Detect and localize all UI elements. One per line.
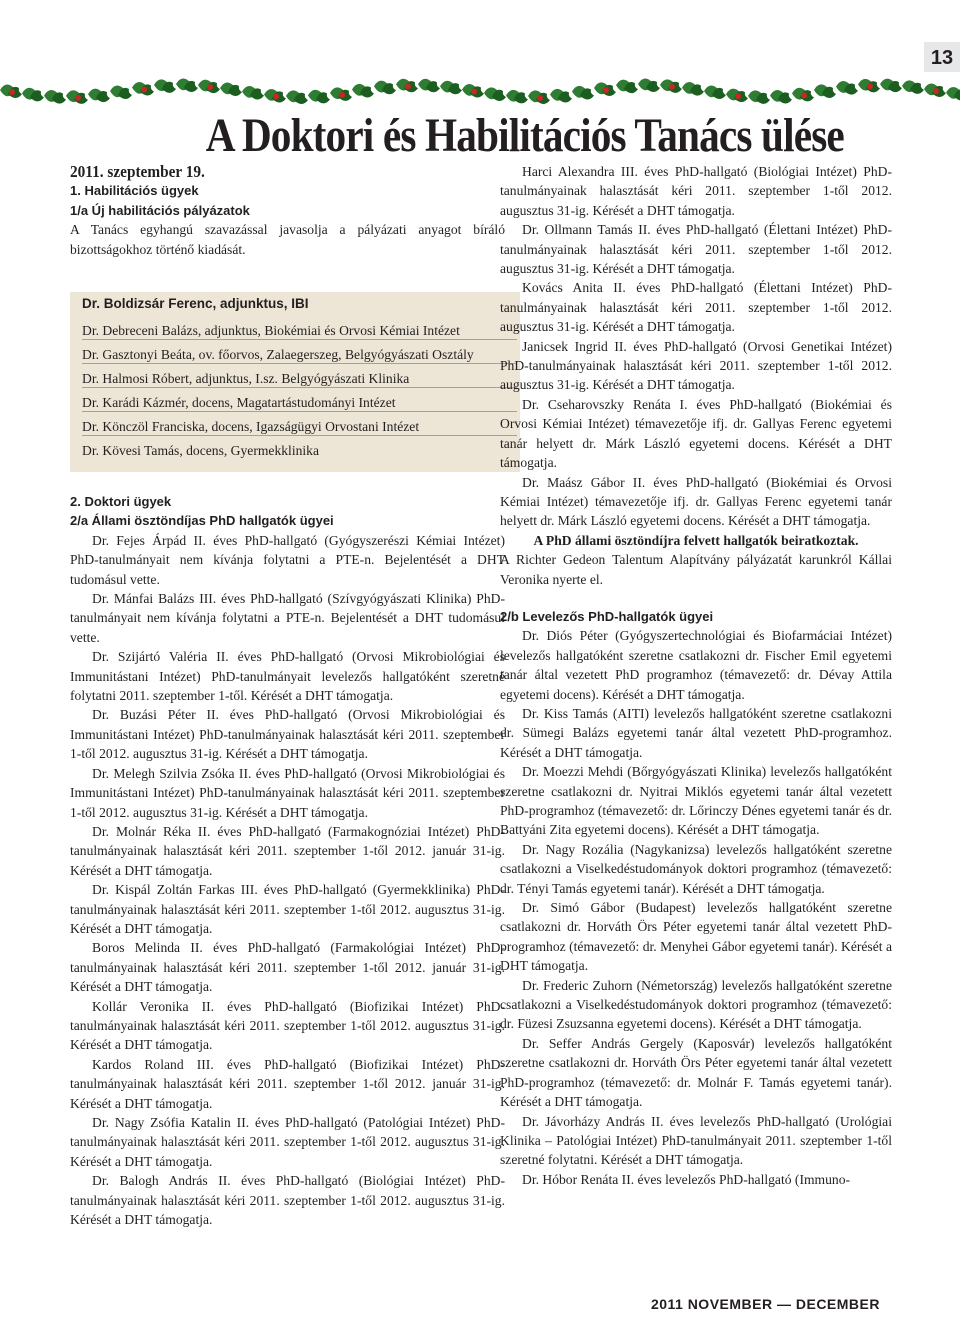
paragraph: Kardos Roland III. éves PhD-hallgató (Biofizikai Intézet) PhD- tanulmányainak halasztását kéri 2011. szeptember 1-től 2012. január 31-ig. Kérését a DHT támogatja. [70, 1056, 505, 1111]
berry-icon [537, 95, 543, 101]
berry-icon [75, 95, 81, 101]
section-habilitation: 1. Habilitációs ügyek [70, 183, 199, 199]
berry-icon [471, 89, 477, 95]
scholarship-heading: A PhD állami ösztöndíjra felvett hallgatók beiratkoztak. [533, 532, 859, 548]
paragraph: Dr. Buzási Péter II. éves PhD-hallgató (Orvosi Mikrobiológiai és Immunitástani Intézet) PhD-tanulmányainak halasztását kéri 2011. szeptember 1-től 2012. augusztus 31-ig. Kérését a DHT támogatja. [70, 707, 505, 762]
berry-icon [735, 93, 741, 99]
paragraph: Dr. Balogh András II. éves PhD-hallgató (Biológiai Intézet) PhD-tanulmányainak halasztását kéri 2011. szeptember 1-től 2012. augusztus 31-ig. Kérését a DHT támogatja. [70, 1173, 505, 1228]
page-number: 13 [924, 42, 960, 72]
berry-icon [9, 89, 15, 95]
paragraph: Dr. Maász Gábor II. éves PhD-hallgató (Biokémiai és Orvosi Kémiai Intézet) témavezetője ifj. dr. Gallyas Ferenc egyetemi tanár helyett dr. Márk László egyetemi docens. Kérését a DHT támogatja. [500, 474, 892, 529]
paragraph: Dr. Fejes Árpád II. éves PhD-hallgató (Gyógyszerészi Kémiai Intézet) PhD-tanulmányait nem kívánja folytatni a PTE-n. Bejelentését a DHT tudomásul vette. [70, 532, 505, 587]
paragraph: Janicsek Ingrid II. éves PhD-hallgató (Orvosi Genetikai Intézet) PhD-tanulmányainak halasztását kéri 2011. szeptember 1-től 2012. augusztus 31-ig. Kérését a DHT támogatja. [500, 338, 892, 393]
page-title: A Doktori és Habilitációs Tanács ülése [205, 109, 844, 162]
berry-icon [339, 92, 345, 98]
paragraph: Kovács Anita II. éves PhD-hallgató (Élettani Intézet) PhD-tanulmányainak halasztását kéri 2011. szeptember 1-től 2012. augusztus 31-ig. Kérését a DHT támogatja. [500, 280, 892, 335]
candidate-row: Dr. Debreceni Balázs, adjunktus, Biokémiai és Orvosi Kémiai Intézet [82, 323, 517, 340]
left-column [70, 162, 505, 259]
subsection-correspondence: 2/b Levelezős PhD-hallgatók ügyei [500, 608, 714, 624]
paragraph: Dr. Ollmann Tamás II. éves PhD-hallgató (Élettani Intézet) PhD-tanulmányainak halasztását kéri 2011. szeptember 1-től 2012. augusztus 31-ig. Kérését a DHT támogatja. [500, 222, 892, 277]
subsection-state-scholarship: 2/a Állami ösztöndíjas PhD hallgatók ügyei [70, 513, 334, 529]
paragraph: Dr. Cseharovszky Renáta I. éves PhD-hallgató (Biokémiai és Orvosi Kémiai Intézet) témavezetője ifj. dr. Gallyas Ferenc egyetemi tanár helyett dr. Márk László egyetemi docens. Kérését a DHT támogatja. [500, 396, 892, 471]
paragraph: Dr. Seffer András Gergely (Kaposvár) levelezős hallgatóként szeretne csatlakozni dr. Horváth Örs Péter egyetemi tanár által vezetett PhD-programhoz (témavezető: dr. Molnár F. Tamás egyetemi tanár). Kérését a DHT támogatja. [500, 1035, 892, 1110]
paragraph: Kollár Veronika II. éves PhD-hallgató (Biofizikai Intézet) PhD-tanulmányainak halasztását kéri 2011. szeptember 1-től 2012. augusztus 31-ig. Kérését a DHT támogatja. [70, 998, 505, 1053]
paragraph: Dr. Szijártó Valéria II. éves PhD-hallgató (Orvosi Mikrobiológiai és Immunitástani Intézet) PhD-tanulmányait levelezős hallgatóként szeretné folytatni 2011. szeptember 1-től. Kérését a DHT támogatja. [70, 649, 505, 704]
left-column-doctoral [70, 492, 505, 1229]
meeting-date: 2011. szeptember 19. [70, 162, 205, 181]
habilitation-text: A Tanács egyhangú szavazással javasolja a pályázati anyagot bíráló bizottságokhoz történő kiadását. [70, 222, 505, 257]
berry-icon [141, 87, 147, 93]
paragraph: Dr. Moezzi Mehdi (Bőrgyógyászati Klinika) levelezős hallgatóként szeretne csatlakozni dr. Nyitrai Miklós egyetemi tanár által vezetett PhD-programhoz (témavezető: dr. Lőrinczy Dénes egyetemi tanár és dr. Battyáni Zita egyetemi docens). Kérését a DHT támogatja. [500, 764, 892, 838]
berry-icon [801, 92, 807, 98]
candidate-row: Dr. Karádi Kázmér, docens, Magatartástudományi Intézet [82, 395, 517, 412]
paragraph: Dr. Melegh Szilvia Zsóka II. éves PhD-hallgató (Orvosi Mikrobiológiai és Immunitástani Intézet) PhD-tanulmányainak halasztását kéri 2011. szeptember 1-től 2012. augusztus 31-ig. Kérését a DHT támogatja. [70, 765, 505, 820]
paragraph: Dr. Mánfai Balázs III. éves PhD-hallgató (Szívgyógyászati Klinika) PhD-tanulmányait nem kívánja folytatni a PTE-n. Bejelentését a DHT tudomásul vette. [70, 591, 505, 645]
candidate-box [70, 292, 520, 472]
paragraph: Boros Melinda II. éves PhD-hallgató (Farmakológiai Intézet) PhD-tanulmányainak halasztását kéri 2011. szeptember 1-től 2012. január 31-ig. Kérését a DHT támogatja. [70, 940, 505, 995]
scholarship-text: A Richter Gedeon Talentum Alapítvány pályázatát karunkról Kállai Veronika nyerte el. [500, 552, 892, 587]
paragraph: Dr. Kiss Tamás (AITI) levelezős hallgatóként szeretne csatlakozni dr. Sümegi Balázs egyetemi tanár által vezetett PhD-programhoz. Kérését a DHT támogatja. [500, 705, 892, 760]
berry-icon [405, 83, 411, 89]
paragraph: Dr. Frederic Zuhorn (Németország) levelezős hallgatóként szeretne csatlakozni a Viselkedéstudományok doktori programhoz (témavezető: dr. Füzesi Zsuzsanna egyetemi docens). Kérését a DHT támogatja. [500, 977, 892, 1032]
paragraph: Dr. Simó Gábor (Budapest) levelezős hallgatóként szeretne csatlakozni dr. Horváth Örs Péter egyetemi tanár által vezetett PhD-programhoz (témavezető: dr. Menyhei Gábor egyetemi tanár). Kérését a DHT támogatja. [500, 900, 892, 974]
berry-icon [669, 84, 675, 90]
right-column [500, 162, 892, 1189]
berry-icon [207, 84, 213, 90]
paragraph: Dr. Molnár Réka II. éves PhD-hallgató (Farmakognóziai Intézet) PhD-tanulmányainak halasztását kéri 2011. szeptember 1-től 2012. január 31-ig. Kérését a DHT támogatja. [70, 823, 505, 878]
candidate-row: Dr. Könczöl Franciska, docens, Igazságügyi Orvostani Intézet [82, 419, 517, 436]
paragraph: Dr. Kispál Zoltán Farkas III. éves PhD-hallgató (Gyermekklinika) PhD-tanulmányainak halasztását kéri 2011. szeptember 1-től 2012. augusztus 31-ig. Kérését a DHT támogatja. [70, 882, 505, 936]
berry-icon [273, 94, 279, 100]
berry-icon [867, 83, 873, 89]
berry-icon [933, 88, 939, 94]
berry-icon [603, 87, 609, 93]
holly-garland-decoration [0, 72, 960, 112]
candidate-row: Dr. Halmosi Róbert, adjunktus, I.sz. Belgyógyászati Klinika [82, 371, 517, 388]
candidate-row: Dr. Gasztonyi Beáta, ov. főorvos, Zalaegerszeg, Belgyógyászati Osztály [82, 347, 517, 364]
paragraph: Harci Alexandra III. éves PhD-hallgató (Biológiai Intézet) PhD-tanulmányainak halasztását kéri 2011. szeptember 1-től 2012. augusztus 31-ig. Kérését a DHT támogatja. [500, 164, 892, 218]
paragraph: Dr. Diós Péter (Gyógyszertechnológiai és Biofarmáciai Intézet) levelezős hallgatóként szeretne csatlakozni dr. Fischer Emil egyetemi tanár által vezetett PhD programhoz (témavezető: dr. Dévay Attila egyetemi docens). Kérését a DHT támogatja. [500, 628, 892, 702]
candidate-row: Dr. Kövesi Tamás, docens, Gyermekklinika [82, 443, 320, 458]
paragraph: Dr. Nagy Zsófia Katalin II. éves PhD-hallgató (Patológiai Intézet) PhD-tanulmányainak halasztását kéri 2011. szeptember 1-től 2012. augusztus 31-ig. Kérését a DHT támogatja. [70, 1115, 505, 1169]
section-doctoral: 2. Doktori ügyek [70, 494, 172, 509]
paragraph: Dr. Hóbor Renáta II. éves levelezős PhD-hallgató (Immuno- [522, 1171, 851, 1187]
candidate-box-head: Dr. Boldizsár Ferenc, adjunktus, IBI [82, 296, 309, 311]
issue-footer: 2011 NOVEMBER — DECEMBER [650, 1296, 880, 1312]
paragraph: Dr. Nagy Rozália (Nagykanizsa) levelezős hallgatóként szeretne csatlakozni a Viselkedéstudományok doktori programhoz (témavezető: dr. Tényi Tamás egyetemi tanár). Kérését a DHT támogatja. [500, 841, 892, 896]
subsection-new-habilitation: 1/a Új habilitációs pályázatok [70, 202, 250, 218]
paragraph: Dr. Jávorházy András II. éves levelezős PhD-hallgató (Urológiai Klinika – Patológiai Intézet) PhD-tanulmányait 2011. szeptember 1-től szeretné folytatni. Kérését a DHT támogatja. [500, 1113, 892, 1168]
